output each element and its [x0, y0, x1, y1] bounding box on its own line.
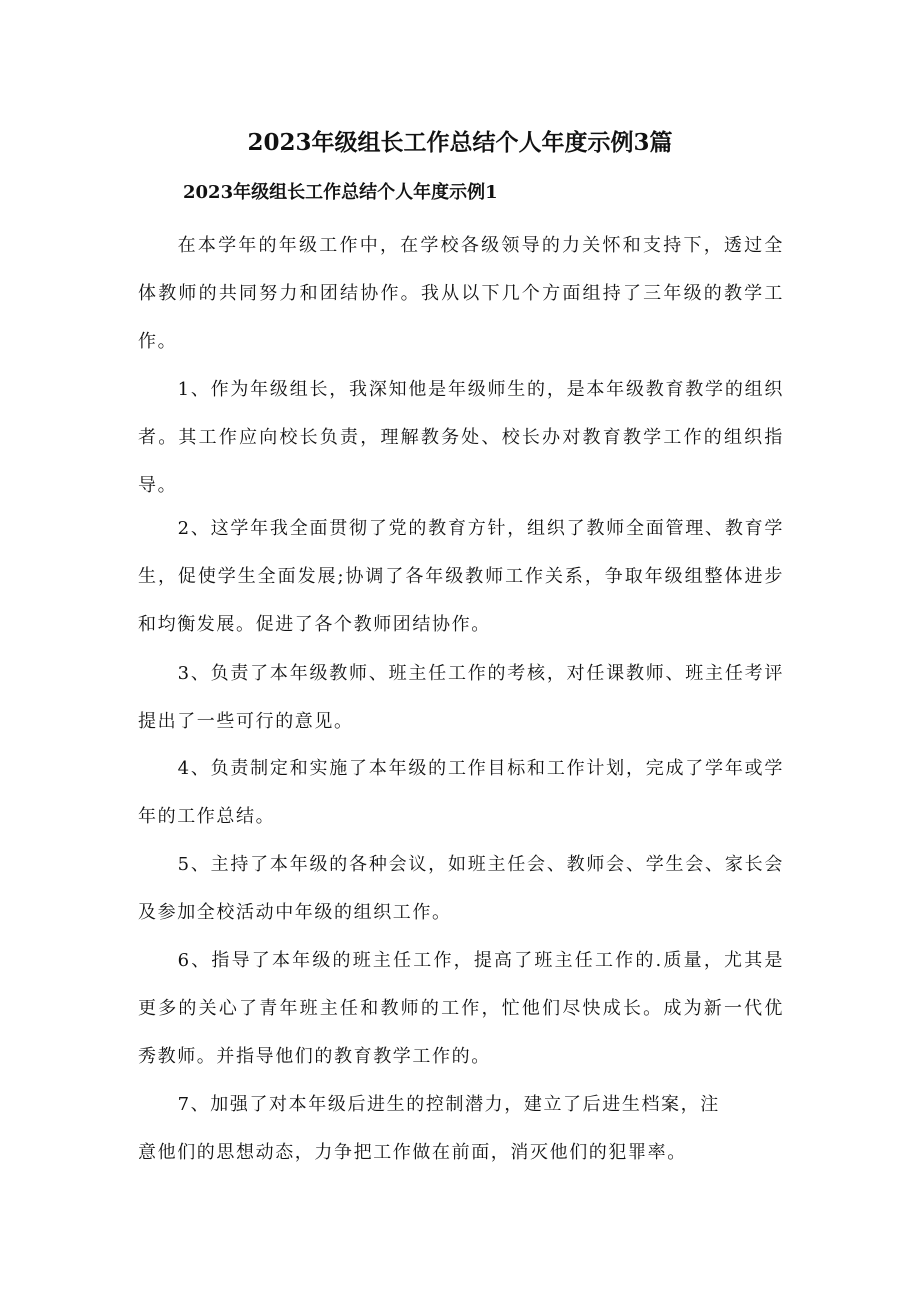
paragraph-item-6: 6、指导了本年级的班主任工作，提高了班主任工作的.质量，尤其是更多的关心了青年班主任和教师的工作，忙他们尽快成长。成为新一代优秀教师。并指导他们的教育教学工作的。	[138, 950, 784, 1067]
document-title: 2023年级组长工作总结个人年度示例3篇	[247, 129, 673, 156]
paragraph-item-5: 5、主持了本年级的各种会议，如班主任会、教师会、学生会、家长会及参加全校活动中年级的组织工作。	[138, 854, 784, 923]
paragraph-item-7-line-2: 意他们的思想动态，力争把工作做在前面，消灭他们的犯罪率。	[138, 1142, 687, 1163]
paragraph-item-7	[138, 1081, 784, 1177]
section-heading: 2023年级组长工作总结个人年度示例1	[183, 182, 498, 203]
paragraph-intro: 在本学年的年级工作中，在学校各级领导的力关怀和支持下，透过全体教师的共同努力和团结协作。我从以下几个方面组持了三年级的教学工作。	[138, 235, 784, 352]
paragraph-item-1: 1、作为年级组长，我深知他是年级师生的，是本年级教育教学的组织者。其工作应向校长负责，理解教务处、校长办对教育教学工作的组织指导。	[138, 379, 784, 496]
paragraph-item-2: 2、这学年我全面贯彻了党的教育方针，组织了教师全面管理、教育学生，促使学生全面发展;协调了各年级教师工作关系，争取年级组整体进步和均衡发展。促进了各个教师团结协作。	[138, 518, 784, 635]
paragraph-item-4: 4、负责制定和实施了本年级的工作目标和工作计划，完成了学年或学年的工作总结。	[138, 758, 784, 827]
paragraph-item-7-line-1: 7、加强了对本年级后进生的控制潜力，建立了后进生档案，注	[177, 1094, 720, 1115]
paragraph-item-3: 3、负责了本年级教师、班主任工作的考核，对任课教师、班主任考评提出了一些可行的意见。	[138, 663, 784, 732]
